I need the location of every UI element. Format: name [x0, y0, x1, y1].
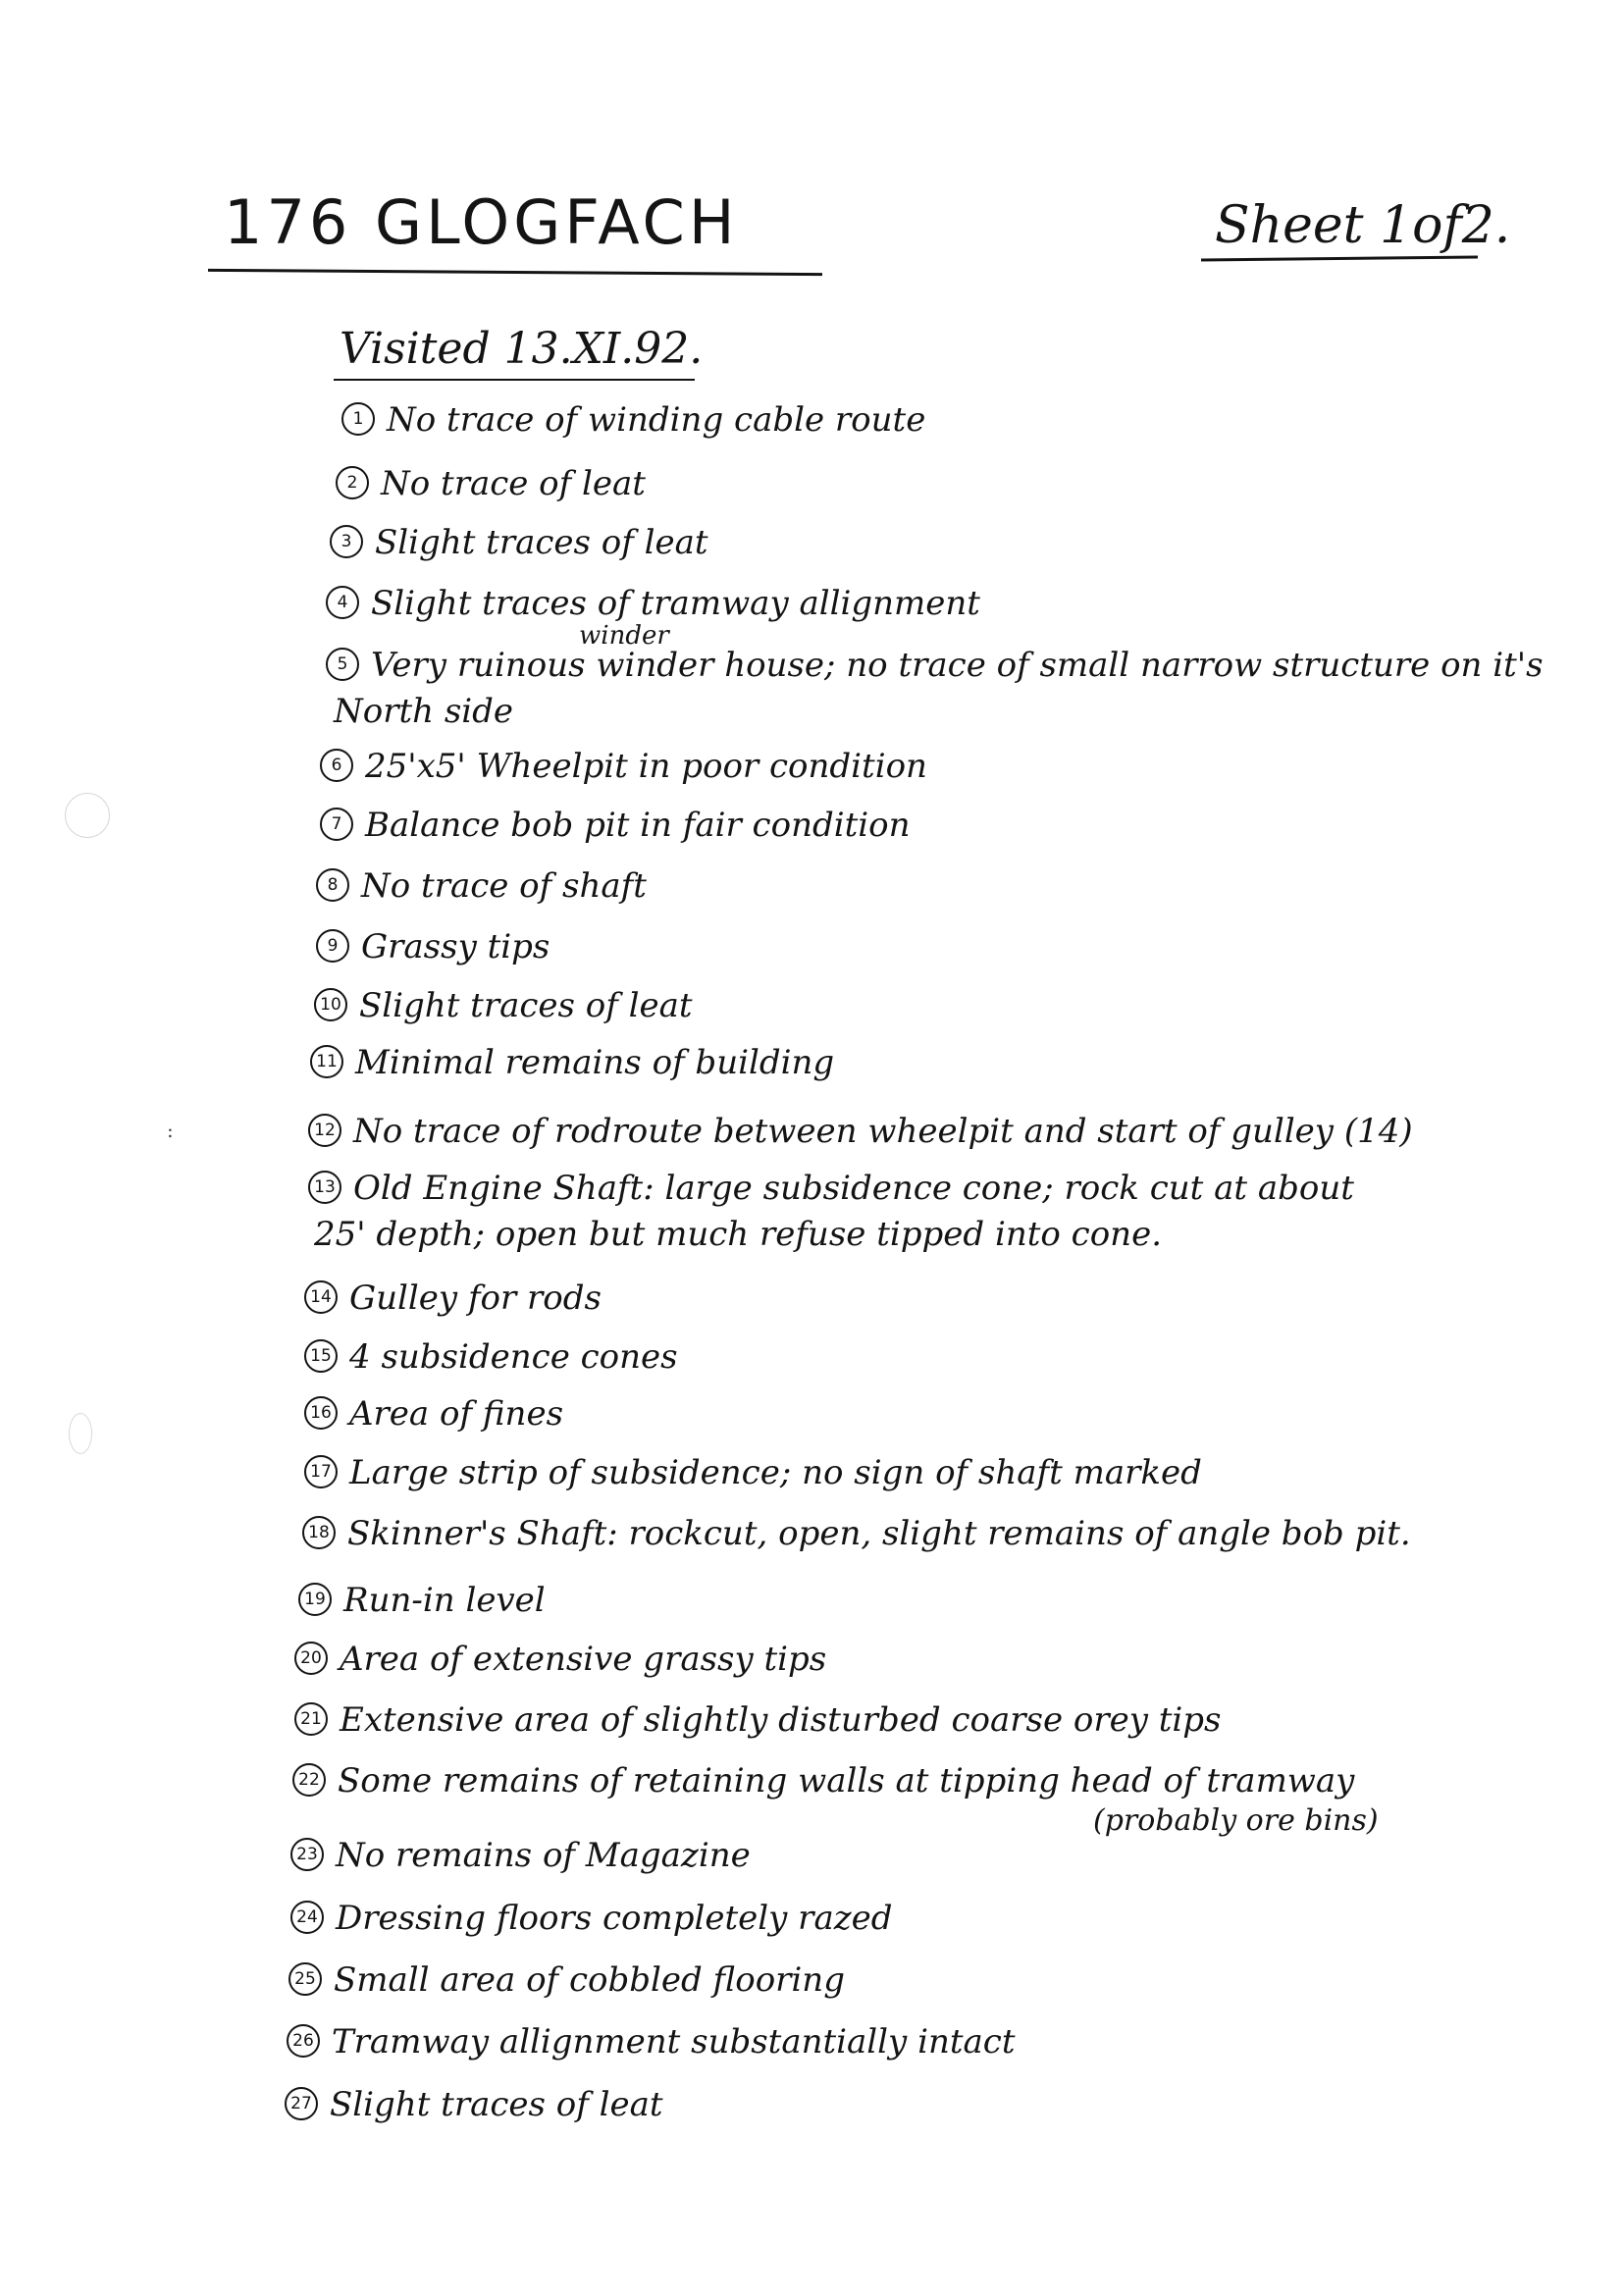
item-number: 11 [310, 1045, 343, 1078]
list-item [336, 461, 646, 507]
item-text-block [349, 1276, 602, 1322]
list-item [290, 1833, 751, 1879]
item-text: Minimal remains of building [355, 1043, 835, 1082]
document-title: 176 GLOGFACH [224, 186, 739, 258]
item-text: No remains of Magazine [336, 1836, 751, 1875]
list-item [310, 1040, 834, 1086]
item-text-block [338, 1758, 1379, 1838]
list-item [304, 1276, 602, 1322]
list-item [314, 983, 693, 1029]
item-text-block [330, 2082, 663, 2128]
item-text-block [336, 1833, 751, 1879]
item-number: 13 [308, 1171, 341, 1204]
item-number: 17 [304, 1455, 338, 1488]
item-text-continued: (probably ore bins) [1093, 1803, 1379, 1838]
item-text-block [349, 1334, 678, 1381]
punch-hole [69, 1413, 92, 1454]
list-item [330, 520, 708, 566]
item-text-continued: North side [334, 692, 514, 731]
item-text: Area of fines [349, 1394, 564, 1434]
item-text-block [353, 1109, 1413, 1155]
item-text: Slight traces of leat [359, 986, 693, 1025]
sheet-number: Sheet 1of2. [1215, 196, 1511, 255]
list-item [294, 1637, 826, 1683]
list-item [320, 744, 927, 790]
item-text: Dressing floors completely razed [336, 1899, 893, 1938]
item-number: 20 [294, 1642, 328, 1675]
item-text: Small area of cobbled flooring [334, 1960, 845, 2000]
item-text: Tramway allignment substantially intact [332, 2022, 1016, 2061]
item-text-block [355, 1040, 834, 1086]
visited-underline [334, 379, 695, 381]
list-item [326, 581, 980, 627]
item-text: Very ruinous winder house; no trace of small narrow structure on it's [371, 646, 1544, 685]
item-text-block [361, 863, 647, 910]
list-item [304, 1450, 1202, 1496]
item-text-block [332, 2019, 1016, 2065]
item-text: Slight traces of leat [330, 2085, 663, 2124]
item-number: 25 [288, 1962, 322, 1996]
item-text: No trace of winding cable route [387, 400, 926, 440]
item-text: Some remains of retaining walls at tipping head of tramway [338, 1761, 1355, 1800]
item-text-block [359, 983, 693, 1029]
item-text: No trace of leat [381, 464, 646, 503]
item-text-block [334, 643, 1544, 735]
item-text-block [387, 397, 925, 444]
item-text: No trace of shaft [361, 866, 647, 906]
list-item [287, 2019, 1016, 2065]
item-number: 3 [330, 525, 363, 558]
visited-date: Visited 13.XI.92. [340, 324, 704, 374]
item-text-block [365, 803, 911, 849]
list-item [304, 1334, 678, 1381]
item-number: 24 [290, 1901, 324, 1934]
item-number: 2 [336, 466, 369, 499]
item-number: 7 [320, 808, 353, 841]
list-item [308, 1109, 1413, 1155]
item-text: Old Engine Shaft: large subsidence cone; rock cut at about [353, 1169, 1354, 1208]
item-text: Grassy tips [361, 927, 550, 966]
item-text-block [375, 520, 708, 566]
item-text-continued: 25' depth; open but much refuse tipped into cone. [314, 1215, 1163, 1254]
punch-hole [65, 793, 110, 838]
item-text: Slight traces of tramway allignment [371, 584, 980, 623]
item-number: 18 [302, 1516, 336, 1549]
list-item [308, 1166, 1354, 1258]
margin-mark: : [167, 1119, 174, 1142]
item-text: Run-in level [343, 1581, 546, 1620]
item-number: 14 [304, 1280, 338, 1314]
item-text: No trace of rodroute between wheelpit and start of gulley (14) [353, 1112, 1413, 1151]
item-text-block [334, 1957, 845, 2004]
item-number: 26 [287, 2024, 320, 2058]
inserted-word: winder [579, 621, 669, 651]
list-item [341, 397, 925, 444]
item-number: 4 [326, 586, 359, 619]
item-text: Balance bob pit in fair condition [365, 806, 911, 845]
item-number: 6 [320, 749, 353, 782]
item-number: 21 [294, 1702, 328, 1736]
item-number: 15 [304, 1339, 338, 1373]
list-item [288, 1957, 845, 2004]
item-text: Large strip of subsidence; no sign of shaft marked [349, 1453, 1202, 1492]
list-item [326, 643, 1544, 735]
item-number: 23 [290, 1838, 324, 1871]
item-text-block [381, 461, 646, 507]
item-text-block [343, 1578, 546, 1624]
item-number: 1 [341, 402, 375, 436]
item-text: Extensive area of slightly disturbed coarse orey tips [340, 1700, 1222, 1740]
item-number: 19 [298, 1583, 332, 1616]
list-item [302, 1511, 1411, 1557]
list-item [290, 1896, 893, 1942]
list-item [294, 1697, 1222, 1744]
list-item [316, 863, 647, 910]
title-underline [208, 269, 822, 276]
item-number: 22 [292, 1763, 326, 1797]
item-number: 5 [326, 648, 359, 681]
sheet-underline [1201, 256, 1478, 262]
item-text: Area of extensive grassy tips [340, 1640, 827, 1679]
list-item [292, 1758, 1379, 1838]
list-item [320, 803, 911, 849]
item-text: Skinner's Shaft: rockcut, open, slight remains of angle bob pit. [347, 1514, 1411, 1553]
item-text: Slight traces of leat [375, 523, 708, 562]
item-number: 27 [285, 2087, 318, 2120]
item-number: 10 [314, 988, 347, 1021]
item-text: 25'x5' Wheelpit in poor condition [365, 747, 927, 786]
item-text-block [371, 581, 980, 627]
item-text-block [340, 1637, 826, 1683]
item-text: Gulley for rods [349, 1278, 602, 1318]
item-text-block [336, 1896, 893, 1942]
list-item [304, 1391, 563, 1437]
item-text-block [361, 924, 550, 970]
item-text: 4 subsidence cones [349, 1337, 678, 1377]
item-text-block [340, 1697, 1222, 1744]
item-text-block [349, 1391, 563, 1437]
list-item [285, 2082, 663, 2128]
item-text-block [349, 1450, 1202, 1496]
item-number: 8 [316, 868, 349, 902]
item-text-block [365, 744, 927, 790]
item-text-block [347, 1511, 1411, 1557]
item-number: 12 [308, 1114, 341, 1147]
item-number: 9 [316, 929, 349, 963]
list-item [316, 924, 550, 970]
list-item [298, 1578, 546, 1624]
item-number: 16 [304, 1396, 338, 1430]
